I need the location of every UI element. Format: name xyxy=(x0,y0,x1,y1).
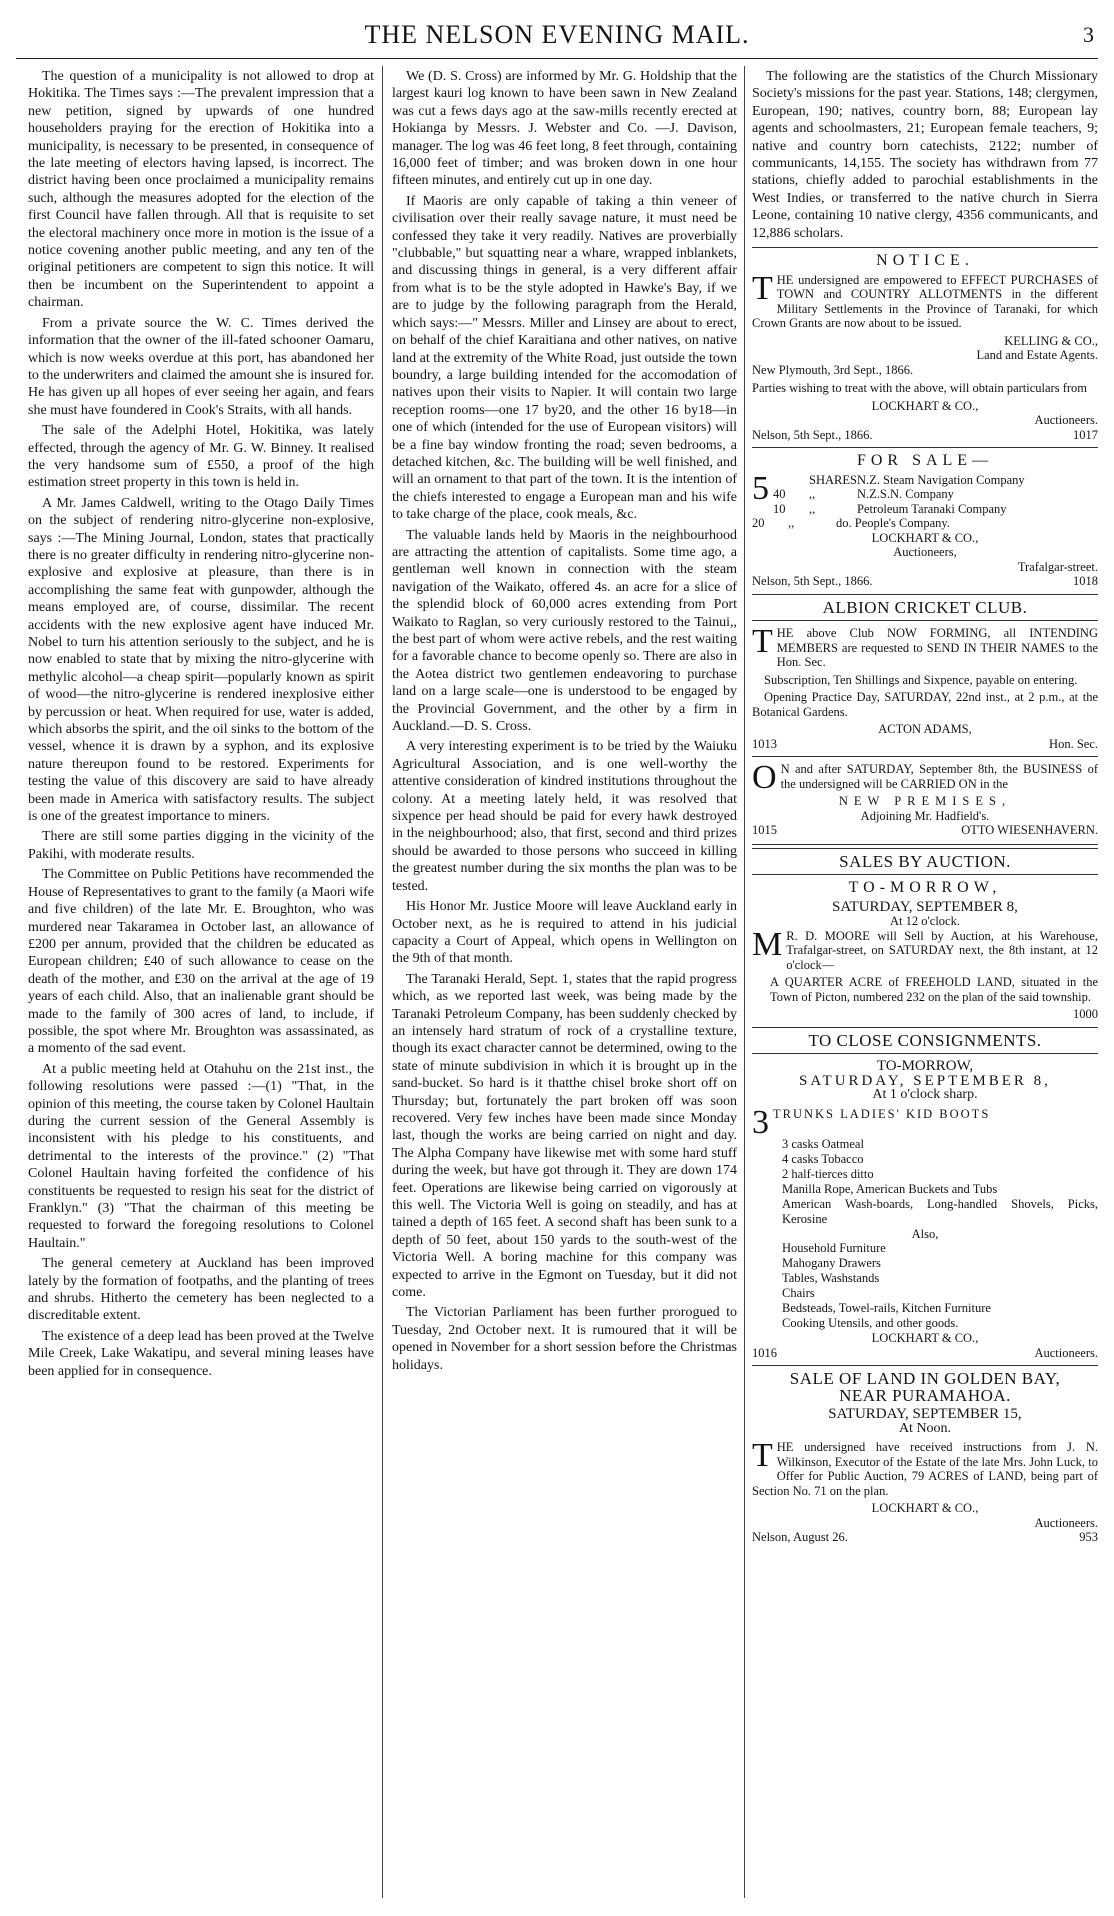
ad-body: Parties wishing to treat with the above, will obtain particulars from xyxy=(752,381,1087,396)
news-paragraph: A Mr. James Caldwell, writing to the Otago Daily Times on the subject of rendering nitro-glycerine non-explosive, says :—The Mining Journal, London, states that practically there is no greater difficulty in rendering nitro-glycerine non-explosive and explosive at pleasure, than there is in accomplishing the same feat with gunpowder, although the means employed are, of course, dissimilar. The recent accidents with the new explosive agent have induced Mr. Nobel to turn his attention seriously to the subject, and he is now enabled to state that by mixing the nitro-glycerine with methylic alcohol—a cheap spirit—popularly known as spirit of wood—the nitro-glycerine is rendered inexplosive either by percussion or heat. When required for use, water is added, which absorbs the spirit, and the oil sinks to the bottom of the vessel, whence it is drawn by a syphon, and its explosive nature thereupon found to be restored. Experiments for testing the value of this discovery are said to have already been made in America with satisfactory results. The subject is one of the greatest importance to miners. xyxy=(28,495,374,825)
place-date: Nelson, 5th Sept., 1866. xyxy=(752,574,873,589)
premises-ad xyxy=(752,759,1098,838)
auction-time: At Noon. xyxy=(898,1420,952,1436)
firm-role: Auctioneers. xyxy=(1034,413,1098,428)
divider xyxy=(752,1365,1098,1366)
ad-heading: NEAR PURAMAHOA. xyxy=(839,1385,1011,1405)
ad-body: HE above Club NOW FORMING, all INTENDING MEMBERS are requested to SEND IN THEIR NAMES to the Hon. Sec. xyxy=(776,626,1098,670)
column-1 xyxy=(28,68,374,1898)
ad-heading: FOR SALE— xyxy=(856,452,994,470)
auction-date: SATURDAY, SEPTEMBER 8, xyxy=(799,1072,1051,1089)
ad-body: R. D. MOORE will Sell by Auction, at his Warehouse, Trafalgar-street, on SATURDAY next, the 8th instant, at 12 o'clock— xyxy=(786,928,1098,972)
news-paragraph: At a public meeting held at Otahuhu on the 21st inst., the following resolutions were passed :—(1) "That, in the opinion of this meeting, the course taken by Colonel Haultain during the current session of the General Assembly is inconsistent with his pledge to his constituents, and detrimental to the interests of the province." (2) "That Colonel Haultain having forfeited the confidence of his constituents be requested to resign his seat for the district of Franklyn." (3) "That the chairman of this meeting be requested to forward the foregoing resolutions to Colonel Haultain." xyxy=(28,1061,374,1251)
masthead xyxy=(16,20,1098,50)
firm-role: Auctioneers. xyxy=(1034,1345,1098,1360)
news-paragraph: There are still some parties digging in the vicinity of the Pakihi, with moderate results. xyxy=(28,829,374,862)
divider xyxy=(752,594,1098,595)
drop-cap: O xyxy=(752,759,777,797)
drop-cap: 3 xyxy=(752,1103,769,1141)
secretary-role: Hon. Sec. xyxy=(1049,736,1098,751)
firm-name: LOCKHART & CO., xyxy=(871,1501,979,1516)
ad-ref: 1016 xyxy=(752,1345,777,1360)
news-paragraph: The sale of the Adelphi Hotel, Hokitika, was lately effected, through the agency of Mr. G. W. Binney. It realised the very handsome sum of £550, a proof of the high estimation street property in this town is held in. xyxy=(28,423,374,491)
share-row: 10 ,, Petroleum Taranaki Company xyxy=(773,501,1007,516)
also-label: Also, xyxy=(911,1226,939,1241)
auction-day: TO-MORROW, xyxy=(848,879,1002,897)
firm-name: LOCKHART & CO., xyxy=(871,530,979,545)
place-date: New Plymouth, 3rd Sept., 1866. xyxy=(752,362,914,377)
auction-time: At 12 o'clock. xyxy=(890,914,960,929)
share-row: SHARES N.Z. Steam Navigation Company xyxy=(809,472,1025,487)
lead-item: TRUNKS LADIES' KID BOOTS xyxy=(773,1106,991,1121)
firm-address: Trafalgar-street. xyxy=(1017,559,1098,574)
auction-time: At 1 o'clock sharp. xyxy=(872,1087,978,1103)
news-paragraph: The Committee on Public Petitions have recommended the House of Representatives to grant to the family (a Maori wife and five children) of the late Mr. E. Broughton, who was murdered near Takaramea in October last, an allowance of £200 per annum, provided that the children be educated as European children; £40 of such allowance to cease on the death of the mother, and £30 on the arrival at the age of 19 years of each child. Also, that an inalienable grant should be made to the family of 300 acres of land, to include, if possible, the spot where Mr. Broughton was assassinated, as a momento of the sad event. xyxy=(28,867,374,1057)
firm-role: Auctioneers. xyxy=(1034,1515,1098,1530)
ad-heading: TO CLOSE CONSIGNMENTS. xyxy=(808,1030,1042,1050)
list-item: Household Furniture xyxy=(782,1241,886,1256)
divider xyxy=(752,447,1098,448)
list-item: Chairs xyxy=(782,1286,815,1301)
ad-heading: ALBION CRICKET CLUB. xyxy=(822,597,1028,617)
newspaper-title: THE NELSON EVENING MAIL. xyxy=(364,20,750,49)
ad-ref: 1013 xyxy=(752,736,777,751)
divider xyxy=(752,756,1098,757)
column-divider xyxy=(744,66,745,1898)
notice-ad xyxy=(752,254,1098,442)
divider xyxy=(752,874,1098,875)
place-date: Nelson, 5th Sept., 1866. xyxy=(752,427,873,442)
divider xyxy=(752,620,1098,621)
auction-ad xyxy=(752,851,1098,1022)
list-item: 4 casks Tobacco xyxy=(782,1151,864,1166)
ad-body: HE undersigned are empowered to EFFECT PURCHASES of TOWN and COUNTRY ALLOTMENTS in the different Military Settlements in the Province of Taranaki, for which Crown Grants are now about to be issued. xyxy=(752,272,1098,331)
masthead-rule xyxy=(16,58,1098,59)
premises-heading: NEW PREMISES, xyxy=(838,794,1012,809)
divider xyxy=(752,1053,1098,1054)
ad-ref: 953 xyxy=(1079,1530,1098,1545)
ad-body: HE undersigned have received instructions from J. N. Wilkinson, Executor of the Estate of the late Mrs. John Luck, to Offer for Public Auction, 79 ACRES of LAND, being part of Section No. 71 on the plan. xyxy=(752,1440,1098,1498)
firm-name: LOCKHART & CO., xyxy=(871,1331,979,1346)
place-date: Nelson, August 26. xyxy=(752,1530,848,1545)
list-item: Manilla Rope, American Buckets and Tubs xyxy=(782,1181,998,1196)
divider xyxy=(752,1027,1098,1028)
list-item: Tables, Washstands xyxy=(782,1271,880,1286)
share-row: 20 ,, do. People's Company. xyxy=(752,516,950,531)
auction-date: SATURDAY, SEPTEMBER 8, xyxy=(832,898,1018,915)
auction-day: TO-MORROW, xyxy=(876,1058,974,1075)
news-paragraph: The general cemetery at Auckland has been improved lately by the formation of footpaths, and the planting of trees and shrubs. Hitherto the cemetery has been neglected to a discreditable extent. xyxy=(28,1256,374,1324)
drop-cap: M xyxy=(752,925,783,963)
firm-name: LOCKHART & CO., xyxy=(871,398,979,413)
news-paragraph: A very interesting experiment is to be tried by the Waiuku Agricultural Association, and is one well-worthy the attentive consideration of kindred institutions throughout the colony. At a meeting lately held, it was resolved that sixpence per head should be paid for every hawk destroyed in the neighbourhood; also, that first, second and third prizes should be awarded to those persons who succeed in killing the greatest number during the six months the plan was to be tested. xyxy=(392,739,737,894)
column-2 xyxy=(392,68,737,1898)
drop-cap: 5 xyxy=(752,469,769,507)
news-paragraph: The valuable lands held by Maoris in the neighbourhood are attracting the attention of capitalists. Some time ago, a gentleman well known in connection with the steam navigation of the Waikato, offered 4s. an acre for a slice of the splendid block of 60,000 acres extending from Port Waikato to Raglan, so very curiously restored to the Tainui,, the best part of whom were active rebels, and the rest waiting for a favorable chance to become openly so. There are also in the Aotea district two gentlemen endeavoring to purchase land on a large scale—one is understood to be engaged by the Provincial Government, and the other by a firm in Auckland.—D. S. Cross. xyxy=(392,527,737,735)
list-item: Bedsteads, Towel-rails, Kitchen Furniture xyxy=(782,1301,991,1316)
news-paragraph: The following are the statistics of the Church Missionary Society's missions for the past year. Stations, 148; clergymen, European, 190; natives, country born, 88; European lay agents and schoolmasters, 21; European female teachers, 9; native and country born catechists, 2122; number of communicants, 14,155. The society has withdrawn from 77 stations, chiefly added to parochial establishments in the West Indies, or transferred to the native church in Sierra Leone, containing 10 native clergy, 4356 communicants, and 12,886 scholars. xyxy=(752,69,1098,241)
list-item: Mahogany Drawers xyxy=(782,1256,881,1271)
auction-lot: A QUARTER ACRE of FREEHOLD LAND, situated in the Town of Picton, numbered 232 on the plan of the said township. xyxy=(770,975,1098,1004)
list-item: 3 casks Oatmeal xyxy=(782,1136,864,1151)
news-paragraph: The Victorian Parliament has been further prorogued to Tuesday, 2nd October next. It is rumoured that it will be opened in November for a short session before the Christmas holidays. xyxy=(392,1305,737,1373)
ad-ref: 1015 xyxy=(752,823,777,838)
firm-role: Land and Estate Agents. xyxy=(976,348,1098,363)
firm-name: KELLING & CO., xyxy=(1004,333,1098,348)
ad-ref: 1018 xyxy=(1073,574,1098,589)
news-paragraph: From a private source the W. C. Times derived the information that the owner of the ill-fated schooner Oamaru, which is now weeks overdue at this port, has abandoned her to the underwriters and claimed the amount she is insured for. He has given up all hopes of ever seeing her again, and fears she must have foundered in Cook's Straits, with all hands. xyxy=(28,315,374,418)
secretary-name: ACTON ADAMS, xyxy=(878,722,972,737)
news-paragraph: His Honor Mr. Justice Moore will leave Auckland early in October next, as he is required to attend in his judicial capacity a Court of Appeal, which opens in Wellington on the 9th of that month. xyxy=(392,899,737,967)
drop-cap: T xyxy=(752,1437,773,1475)
list-item: Cooking Utensils, and other goods. xyxy=(782,1316,959,1331)
page-number: 3 xyxy=(1083,22,1094,47)
ad-heading: SALE OF LAND IN GOLDEN BAY, xyxy=(789,1369,1061,1389)
news-paragraph: If Maoris are only capable of taking a thin veneer of civilisation over their really savage nature, it must need be confessed they take it very readily. Natives are proverbially "clubbable," but squatting near a whare, wrapped inblankets, and discussing things in general, is a very different affair from what is to be the style adopted in Hawke's Bay, if we are to judge by the following paragraph from the Herald, which says:—" Messrs. Miller and Linsey are about to erect, on behalf of the chief Karaitiana and other natives, on native land at the extremity of the White Road, just outside the town boundry, a large building intended for the accomodation of natives upon their visits to Napier. It will contain two large reception rooms—one 17 by20, and the other 16 by18—in one of which (intended for the use of European visitors) will be a fine bay window fronting the road; seven bedrooms, a detached kitchen, &c. The building will be well finished, and will an ornament to that part of the town. It is the intention of the chiefs interested to engage a European man and his wife to take charge of the place, cook meals, &c. xyxy=(392,193,737,523)
drop-cap: T xyxy=(752,623,773,661)
firm-role: Auctioneers, xyxy=(893,545,957,560)
ad-body: Subscription, Ten Shillings and Sixpence, payable on entering. xyxy=(764,672,1078,687)
column-divider xyxy=(382,66,383,1898)
cricket-ad xyxy=(752,597,1098,752)
consignments-ad xyxy=(752,1030,1098,1361)
column-3 xyxy=(752,68,1098,1898)
divider xyxy=(752,247,1098,248)
news-paragraph: The question of a municipality is not allowed to drop at Hokitika. The Times says :—The prevalent impression that a new petition, signed by upwards of one hundred householders praying for the erection of Hokitika into a municipality, is necessary to be presented, in consequence of the late meeting of electors having lapsed, is incorrect. The district having been once proclaimed a municipality remains such, although the measures adopted for the election of the first Council have fallen through. All that is requisite to set the electoral machinery once more in motion is the issue of a notice covening another public meeting, and any ten of the original petitioners are competent to sign this notice. It will then be incumbent on the Superintendent to appoint a chairman. xyxy=(28,69,374,311)
share-row: 40 ,, N.Z.S.N. Company xyxy=(773,487,954,502)
ad-body: Opening Practice Day, SATURDAY, 22nd inst., at 2 p.m., at the Botanical Gardens. xyxy=(752,690,1098,719)
ad-body: N and after SATURDAY, September 8th, the BUSINESS of the undersigned will be CARRIED ON in the xyxy=(780,762,1098,791)
news-paragraph: We (D. S. Cross) are informed by Mr. G. Holdship that the largest kauri log known to have been sawn in New Zealand was cut a fews days ago at the saw-mills recently erected at Hokianga by Messrs. J. Webster and Co. —J. Davison, manager. The log was 46 feet long, 8 feet through, containing 16,000 feet of timber; and was broken down in one hour fifteen minutes, and entirely cut up in one day. xyxy=(392,69,737,189)
news-paragraph: The existence of a deep lead has been proved at the Twelve Mile Creek, Lake Wakatipu, and several mining leases have been applied for in consequence. xyxy=(28,1328,374,1379)
drop-cap: T xyxy=(752,269,773,307)
section-heading: SALES BY AUCTION. xyxy=(839,851,1011,871)
owner-name: OTTO WIESENHAVERN. xyxy=(961,823,1098,838)
news-paragraph: The Taranaki Herald, Sept. 1, states that the rapid progress which, as we reported last week, was being made by the Taranaki Petroleum Company, has been suddenly checked by an intensely hard stratum of rock of a crystalline texture, though its exact character cannot be determined, owing to the state of minute subdivision in which it is brought up in the sand-bucket. So hard is it thatthe chisel broke short off on Thursday; but, fortunately the part broken off was soon recovered. Very few inches have been made since Monday last, though the works are being carried on night and day. The Alpha Company have likewise met with some hard stuff during the week, but have got through it. They are down 174 feet. Operations are likewise being carried on vigorously at this well. The Victoria Well is going on steadily, and has at tained a depth of 165 feet. A second shaft has been sunk to a depth of 50 feet, about 150 yards to the south-west of the Victoria Well. A boring machine for this company was expected to arrive in the Egmont on Tuesday, but it did not come. xyxy=(392,971,737,1301)
goods-list xyxy=(752,1241,1098,1331)
list-item: American Wash-boards, Long-handled Shovels, Picks, Kerosine xyxy=(782,1196,1098,1226)
goods-list xyxy=(752,1137,1098,1227)
ad-ref: 1017 xyxy=(1073,427,1098,442)
list-item: 2 half-tierces ditto xyxy=(782,1166,874,1181)
ad-heading: NOTICE. xyxy=(876,252,974,270)
auction-date: SATURDAY, SEPTEMBER 15, xyxy=(828,1406,1022,1423)
premises-location: Adjoining Mr. Hadfield's. xyxy=(860,808,990,823)
for-sale-ad xyxy=(752,454,1098,589)
double-divider xyxy=(752,844,1098,849)
land-sale-ad xyxy=(752,1369,1098,1545)
ad-ref: 1000 xyxy=(1073,1007,1098,1022)
